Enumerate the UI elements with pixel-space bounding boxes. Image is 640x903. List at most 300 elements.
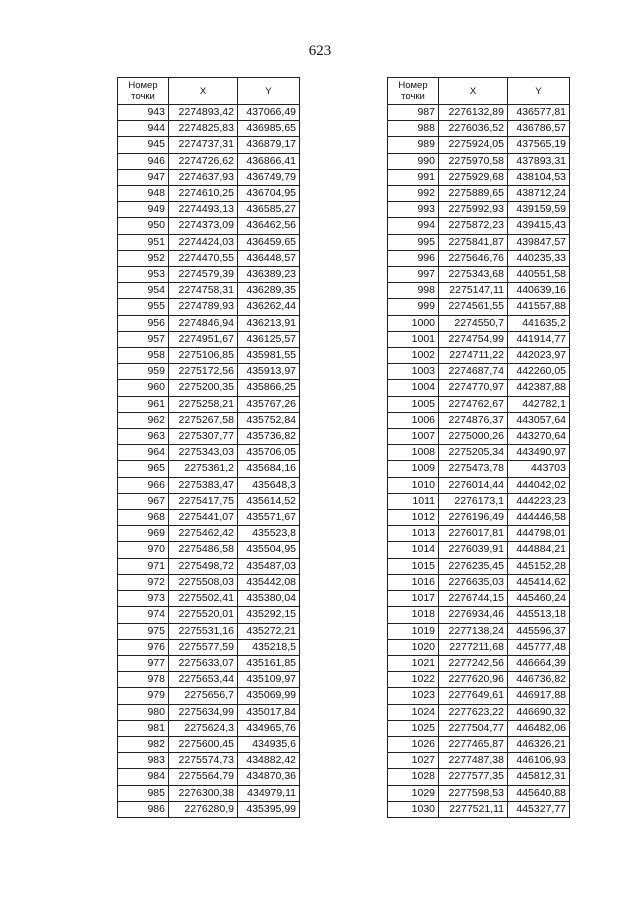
point-number-cell: 964 xyxy=(118,445,169,461)
x-coordinate-cell: 2274711,22 xyxy=(439,348,508,364)
point-number-cell: 985 xyxy=(118,785,169,801)
y-coordinate-cell: 439415,43 xyxy=(508,218,570,234)
table-row xyxy=(388,688,570,704)
table-row xyxy=(388,153,570,169)
y-coordinate-cell: 445640,88 xyxy=(508,785,570,801)
point-number-cell: 981 xyxy=(118,720,169,736)
point-number-cell: 1011 xyxy=(388,493,439,509)
x-coordinate-cell: 2274637,93 xyxy=(169,169,238,185)
table-row xyxy=(118,202,300,218)
point-number-cell: 982 xyxy=(118,736,169,752)
point-number-cell: 974 xyxy=(118,607,169,623)
table-row xyxy=(388,785,570,801)
point-number-cell: 1021 xyxy=(388,655,439,671)
table-row xyxy=(388,639,570,655)
point-number-cell: 999 xyxy=(388,299,439,315)
x-coordinate-cell: 2277211,68 xyxy=(439,639,508,655)
x-coordinate-cell: 2275343,03 xyxy=(169,445,238,461)
x-coordinate-cell: 2274737,31 xyxy=(169,137,238,153)
y-coordinate-cell: 436289,35 xyxy=(238,283,300,299)
y-coordinate-cell: 435017,84 xyxy=(238,704,300,720)
point-number-cell: 994 xyxy=(388,218,439,234)
table-row xyxy=(118,283,300,299)
point-number-cell: 1022 xyxy=(388,672,439,688)
x-header: X xyxy=(439,78,508,105)
y-coordinate-cell: 434935,6 xyxy=(238,736,300,752)
x-coordinate-cell: 2274893,42 xyxy=(169,105,238,121)
x-coordinate-cell: 2274876,37 xyxy=(439,412,508,428)
y-coordinate-cell: 435395,99 xyxy=(238,801,300,817)
point-number-cell: 996 xyxy=(388,250,439,266)
x-coordinate-cell: 2275307,77 xyxy=(169,429,238,445)
y-coordinate-cell: 435218,5 xyxy=(238,639,300,655)
x-coordinate-cell: 2275520,01 xyxy=(169,607,238,623)
table-row xyxy=(388,105,570,121)
point-number-cell: 954 xyxy=(118,283,169,299)
y-coordinate-cell: 446736,82 xyxy=(508,672,570,688)
x-coordinate-cell: 2277465,87 xyxy=(439,736,508,752)
x-coordinate-cell: 2274758,31 xyxy=(169,283,238,299)
x-coordinate-cell: 2276280,9 xyxy=(169,801,238,817)
table-row xyxy=(388,558,570,574)
point-number-cell: 997 xyxy=(388,267,439,283)
y-coordinate-cell: 437565,19 xyxy=(508,137,570,153)
point-number-cell: 951 xyxy=(118,234,169,250)
table-row xyxy=(118,250,300,266)
point-number-cell: 961 xyxy=(118,396,169,412)
table-header-row xyxy=(388,78,570,105)
point-number-cell: 952 xyxy=(118,250,169,266)
point-number-cell: 1023 xyxy=(388,688,439,704)
x-coordinate-cell: 2275577,59 xyxy=(169,639,238,655)
x-coordinate-cell: 2275441,07 xyxy=(169,510,238,526)
y-coordinate-cell: 445460,24 xyxy=(508,591,570,607)
y-coordinate-cell: 446326,21 xyxy=(508,736,570,752)
y-coordinate-cell: 442260,05 xyxy=(508,364,570,380)
table-row xyxy=(118,639,300,655)
x-coordinate-cell: 2276132,89 xyxy=(439,105,508,121)
point-number-cell: 1006 xyxy=(388,412,439,428)
point-number-cell: 1004 xyxy=(388,380,439,396)
y-coordinate-cell: 436704,95 xyxy=(238,186,300,202)
x-coordinate-cell: 2275992,93 xyxy=(439,202,508,218)
x-coordinate-cell: 2274470,55 xyxy=(169,250,238,266)
x-coordinate-cell: 2275841,87 xyxy=(439,234,508,250)
point-number-cell: 991 xyxy=(388,169,439,185)
table-row xyxy=(388,769,570,785)
x-coordinate-cell: 2274610,25 xyxy=(169,186,238,202)
x-coordinate-cell: 2274789,93 xyxy=(169,299,238,315)
point-number-cell: 998 xyxy=(388,283,439,299)
x-coordinate-cell: 2276235,45 xyxy=(439,558,508,574)
table-row xyxy=(118,267,300,283)
x-coordinate-cell: 2275574,73 xyxy=(169,753,238,769)
table-row xyxy=(118,234,300,250)
x-coordinate-cell: 2277577,35 xyxy=(439,769,508,785)
x-coordinate-cell: 2274726,62 xyxy=(169,153,238,169)
y-coordinate-cell: 436749,79 xyxy=(238,169,300,185)
point-number-cell: 1008 xyxy=(388,445,439,461)
y-coordinate-cell: 435161,85 xyxy=(238,655,300,671)
x-coordinate-cell: 2275486,58 xyxy=(169,542,238,558)
table-row xyxy=(388,493,570,509)
x-coordinate-cell: 2274770,97 xyxy=(439,380,508,396)
point-number-cell: 1029 xyxy=(388,785,439,801)
x-coordinate-cell: 2277504,77 xyxy=(439,720,508,736)
y-coordinate-cell: 446106,93 xyxy=(508,753,570,769)
table-body-right xyxy=(388,105,570,818)
point-number-cell: 990 xyxy=(388,153,439,169)
point-number-cell: 1030 xyxy=(388,801,439,817)
page-number: 623 xyxy=(308,43,332,59)
table-row xyxy=(118,153,300,169)
point-number-cell: 989 xyxy=(388,137,439,153)
table-row xyxy=(118,315,300,331)
y-coordinate-cell: 446690,32 xyxy=(508,704,570,720)
y-coordinate-cell: 440235,33 xyxy=(508,250,570,266)
x-coordinate-cell: 2277487,38 xyxy=(439,753,508,769)
x-coordinate-cell: 2275147,11 xyxy=(439,283,508,299)
point-number-cell: 960 xyxy=(118,380,169,396)
point-number-cell: 1027 xyxy=(388,753,439,769)
x-coordinate-cell: 2275656,7 xyxy=(169,688,238,704)
point-number-cell: 953 xyxy=(118,267,169,283)
x-coordinate-cell: 2275653,44 xyxy=(169,672,238,688)
table-row xyxy=(118,186,300,202)
point-number-cell: 1007 xyxy=(388,429,439,445)
x-coordinate-cell: 2275258,21 xyxy=(169,396,238,412)
y-coordinate-cell: 445513,18 xyxy=(508,607,570,623)
x-coordinate-cell: 2274687,74 xyxy=(439,364,508,380)
y-coordinate-cell: 434979,11 xyxy=(238,785,300,801)
table-row xyxy=(118,736,300,752)
table-row xyxy=(388,250,570,266)
point-number-cell: 1000 xyxy=(388,315,439,331)
point-number-cell: 1017 xyxy=(388,591,439,607)
table-row xyxy=(118,493,300,509)
y-coordinate-cell: 444798,01 xyxy=(508,526,570,542)
point-number-cell: 958 xyxy=(118,348,169,364)
point-number-cell: 1026 xyxy=(388,736,439,752)
point-number-header: Номер точки xyxy=(118,78,169,105)
table-row xyxy=(388,267,570,283)
y-coordinate-cell: 435767,26 xyxy=(238,396,300,412)
table-row xyxy=(388,429,570,445)
y-coordinate-cell: 436125,57 xyxy=(238,331,300,347)
x-coordinate-cell: 2275462,42 xyxy=(169,526,238,542)
y-coordinate-cell: 436985,65 xyxy=(238,121,300,137)
table-row xyxy=(388,704,570,720)
table-row xyxy=(388,202,570,218)
table-row xyxy=(118,720,300,736)
point-number-cell: 992 xyxy=(388,186,439,202)
table-row xyxy=(388,121,570,137)
x-coordinate-cell: 2275531,16 xyxy=(169,623,238,639)
point-number-cell: 983 xyxy=(118,753,169,769)
point-number-cell: 978 xyxy=(118,672,169,688)
table-row xyxy=(388,591,570,607)
table-row xyxy=(118,461,300,477)
x-coordinate-cell: 2275600,45 xyxy=(169,736,238,752)
y-coordinate-cell: 435614,52 xyxy=(238,493,300,509)
point-number-cell: 970 xyxy=(118,542,169,558)
table-row xyxy=(118,396,300,412)
point-number-cell: 995 xyxy=(388,234,439,250)
x-coordinate-cell: 2275267,58 xyxy=(169,412,238,428)
table-row xyxy=(118,380,300,396)
y-header: Y xyxy=(508,78,570,105)
y-coordinate-cell: 445152,28 xyxy=(508,558,570,574)
table-row xyxy=(388,655,570,671)
x-coordinate-cell: 2276744,15 xyxy=(439,591,508,607)
y-coordinate-cell: 435069,99 xyxy=(238,688,300,704)
x-coordinate-cell: 2274493,13 xyxy=(169,202,238,218)
point-number-cell: 973 xyxy=(118,591,169,607)
x-coordinate-cell: 2275000,26 xyxy=(439,429,508,445)
table-row xyxy=(118,769,300,785)
point-number-cell: 1003 xyxy=(388,364,439,380)
y-coordinate-cell: 436786,57 xyxy=(508,121,570,137)
x-coordinate-cell: 2276635,03 xyxy=(439,574,508,590)
x-coordinate-cell: 2275924,05 xyxy=(439,137,508,153)
y-coordinate-cell: 443057,64 xyxy=(508,412,570,428)
x-coordinate-cell: 2277598,53 xyxy=(439,785,508,801)
y-coordinate-cell: 442023,97 xyxy=(508,348,570,364)
x-coordinate-cell: 2277649,61 xyxy=(439,688,508,704)
x-coordinate-cell: 2275473,78 xyxy=(439,461,508,477)
y-coordinate-cell: 436213,91 xyxy=(238,315,300,331)
point-number-cell: 950 xyxy=(118,218,169,234)
table-row xyxy=(388,412,570,428)
x-header: X xyxy=(169,78,238,105)
x-coordinate-cell: 2277620,96 xyxy=(439,672,508,688)
table-row xyxy=(118,655,300,671)
y-coordinate-cell: 440551,58 xyxy=(508,267,570,283)
table-row xyxy=(118,623,300,639)
y-coordinate-cell: 445812,31 xyxy=(508,769,570,785)
y-coordinate-cell: 443490,97 xyxy=(508,445,570,461)
table-row xyxy=(388,526,570,542)
point-number-cell: 977 xyxy=(118,655,169,671)
table-row xyxy=(118,607,300,623)
x-coordinate-cell: 2274951,67 xyxy=(169,331,238,347)
point-number-cell: 988 xyxy=(388,121,439,137)
table-row xyxy=(118,105,300,121)
x-coordinate-cell: 2276196,49 xyxy=(439,510,508,526)
table-row xyxy=(118,348,300,364)
table-row xyxy=(388,736,570,752)
coordinates-table-right xyxy=(387,77,570,818)
y-coordinate-cell: 444223,23 xyxy=(508,493,570,509)
point-number-cell: 946 xyxy=(118,153,169,169)
point-number-cell: 1014 xyxy=(388,542,439,558)
y-coordinate-cell: 435109,97 xyxy=(238,672,300,688)
point-number-cell: 956 xyxy=(118,315,169,331)
table-row xyxy=(388,510,570,526)
y-coordinate-cell: 438104,53 xyxy=(508,169,570,185)
y-coordinate-cell: 436459,65 xyxy=(238,234,300,250)
point-number-cell: 1002 xyxy=(388,348,439,364)
x-coordinate-cell: 2275564,79 xyxy=(169,769,238,785)
table-header-row xyxy=(118,78,300,105)
y-coordinate-cell: 443703 xyxy=(508,461,570,477)
y-coordinate-cell: 445414,62 xyxy=(508,574,570,590)
point-number-cell: 1010 xyxy=(388,477,439,493)
y-coordinate-cell: 442387,88 xyxy=(508,380,570,396)
x-coordinate-cell: 2277521,11 xyxy=(439,801,508,817)
x-coordinate-cell: 2275205,34 xyxy=(439,445,508,461)
x-coordinate-cell: 2276036,52 xyxy=(439,121,508,137)
table-row xyxy=(388,672,570,688)
y-coordinate-cell: 435684,16 xyxy=(238,461,300,477)
table-row xyxy=(388,234,570,250)
y-coordinate-cell: 444446,58 xyxy=(508,510,570,526)
x-coordinate-cell: 2275343,68 xyxy=(439,267,508,283)
table-row xyxy=(388,348,570,364)
table-row xyxy=(118,704,300,720)
y-coordinate-cell: 435523,8 xyxy=(238,526,300,542)
x-coordinate-cell: 2275633,07 xyxy=(169,655,238,671)
table-row xyxy=(388,283,570,299)
point-number-cell: 1025 xyxy=(388,720,439,736)
x-coordinate-cell: 2275970,58 xyxy=(439,153,508,169)
x-coordinate-cell: 2277138,24 xyxy=(439,623,508,639)
table-row xyxy=(388,753,570,769)
y-coordinate-cell: 435272,21 xyxy=(238,623,300,639)
y-coordinate-cell: 446482,06 xyxy=(508,720,570,736)
point-number-cell: 1001 xyxy=(388,331,439,347)
y-coordinate-cell: 435866,25 xyxy=(238,380,300,396)
x-coordinate-cell: 2275624,3 xyxy=(169,720,238,736)
x-coordinate-cell: 2275889,65 xyxy=(439,186,508,202)
table-row xyxy=(118,510,300,526)
point-number-cell: 955 xyxy=(118,299,169,315)
y-coordinate-cell: 441635,2 xyxy=(508,315,570,331)
point-number-cell: 957 xyxy=(118,331,169,347)
y-coordinate-cell: 435380,04 xyxy=(238,591,300,607)
x-coordinate-cell: 2274754,99 xyxy=(439,331,508,347)
y-coordinate-cell: 435571,67 xyxy=(238,510,300,526)
point-number-cell: 975 xyxy=(118,623,169,639)
x-coordinate-cell: 2274579,39 xyxy=(169,267,238,283)
table-row xyxy=(388,477,570,493)
point-number-cell: 965 xyxy=(118,461,169,477)
point-number-cell: 1018 xyxy=(388,607,439,623)
x-coordinate-cell: 2274550,7 xyxy=(439,315,508,331)
point-number-cell: 949 xyxy=(118,202,169,218)
table-row xyxy=(388,461,570,477)
point-number-cell: 1015 xyxy=(388,558,439,574)
table-row xyxy=(388,801,570,817)
point-number-cell: 945 xyxy=(118,137,169,153)
x-coordinate-cell: 2274846,94 xyxy=(169,315,238,331)
y-coordinate-cell: 435706,05 xyxy=(238,445,300,461)
coordinates-table-left xyxy=(117,77,300,818)
point-number-cell: 1028 xyxy=(388,769,439,785)
y-coordinate-cell: 437066,49 xyxy=(238,105,300,121)
table-row xyxy=(388,137,570,153)
table-row xyxy=(118,137,300,153)
point-number-cell: 959 xyxy=(118,364,169,380)
table-row xyxy=(118,121,300,137)
x-coordinate-cell: 2275498,72 xyxy=(169,558,238,574)
x-coordinate-cell: 2276173,1 xyxy=(439,493,508,509)
y-coordinate-cell: 435981,55 xyxy=(238,348,300,364)
table-row xyxy=(388,720,570,736)
table-row xyxy=(118,445,300,461)
x-coordinate-cell: 2274424,03 xyxy=(169,234,238,250)
x-coordinate-cell: 2275172,56 xyxy=(169,364,238,380)
table-row xyxy=(388,169,570,185)
table-row xyxy=(118,429,300,445)
y-coordinate-cell: 434870,36 xyxy=(238,769,300,785)
x-coordinate-cell: 2275383,47 xyxy=(169,477,238,493)
y-coordinate-cell: 446917,88 xyxy=(508,688,570,704)
point-number-cell: 944 xyxy=(118,121,169,137)
x-coordinate-cell: 2275361,2 xyxy=(169,461,238,477)
point-number-header: Номер точки xyxy=(388,78,439,105)
table-row xyxy=(388,315,570,331)
y-coordinate-cell: 436879,17 xyxy=(238,137,300,153)
table-row xyxy=(118,299,300,315)
point-number-cell: 976 xyxy=(118,639,169,655)
point-number-cell: 979 xyxy=(118,688,169,704)
x-coordinate-cell: 2275502,41 xyxy=(169,591,238,607)
y-coordinate-cell: 435648,3 xyxy=(238,477,300,493)
x-coordinate-cell: 2274373,09 xyxy=(169,218,238,234)
point-number-cell: 993 xyxy=(388,202,439,218)
table-row xyxy=(388,218,570,234)
y-coordinate-cell: 440639,16 xyxy=(508,283,570,299)
y-coordinate-cell: 443270,64 xyxy=(508,429,570,445)
table-row xyxy=(118,477,300,493)
table-row xyxy=(118,801,300,817)
x-coordinate-cell: 2275417,75 xyxy=(169,493,238,509)
y-coordinate-cell: 445777,48 xyxy=(508,639,570,655)
point-number-cell: 963 xyxy=(118,429,169,445)
table-row xyxy=(388,574,570,590)
point-number-cell: 972 xyxy=(118,574,169,590)
y-coordinate-cell: 436585,27 xyxy=(238,202,300,218)
x-coordinate-cell: 2274561,55 xyxy=(439,299,508,315)
x-coordinate-cell: 2277623,22 xyxy=(439,704,508,720)
x-coordinate-cell: 2276934,46 xyxy=(439,607,508,623)
x-coordinate-cell: 2274762,67 xyxy=(439,396,508,412)
table-row xyxy=(388,186,570,202)
point-number-cell: 1020 xyxy=(388,639,439,655)
y-coordinate-cell: 446664,39 xyxy=(508,655,570,671)
x-coordinate-cell: 2277242,56 xyxy=(439,655,508,671)
y-coordinate-cell: 437893,31 xyxy=(508,153,570,169)
point-number-cell: 1005 xyxy=(388,396,439,412)
y-coordinate-cell: 444884,21 xyxy=(508,542,570,558)
point-number-cell: 968 xyxy=(118,510,169,526)
x-coordinate-cell: 2276017,81 xyxy=(439,526,508,542)
point-number-cell: 1016 xyxy=(388,574,439,590)
table-row xyxy=(118,672,300,688)
y-coordinate-cell: 436389,23 xyxy=(238,267,300,283)
y-coordinate-cell: 441557,88 xyxy=(508,299,570,315)
table-row xyxy=(388,331,570,347)
table-row xyxy=(388,380,570,396)
y-coordinate-cell: 435913,97 xyxy=(238,364,300,380)
table-row xyxy=(118,364,300,380)
y-coordinate-cell: 436462,56 xyxy=(238,218,300,234)
y-coordinate-cell: 436262,44 xyxy=(238,299,300,315)
point-number-cell: 962 xyxy=(118,412,169,428)
point-number-cell: 1024 xyxy=(388,704,439,720)
y-coordinate-cell: 435487,03 xyxy=(238,558,300,574)
